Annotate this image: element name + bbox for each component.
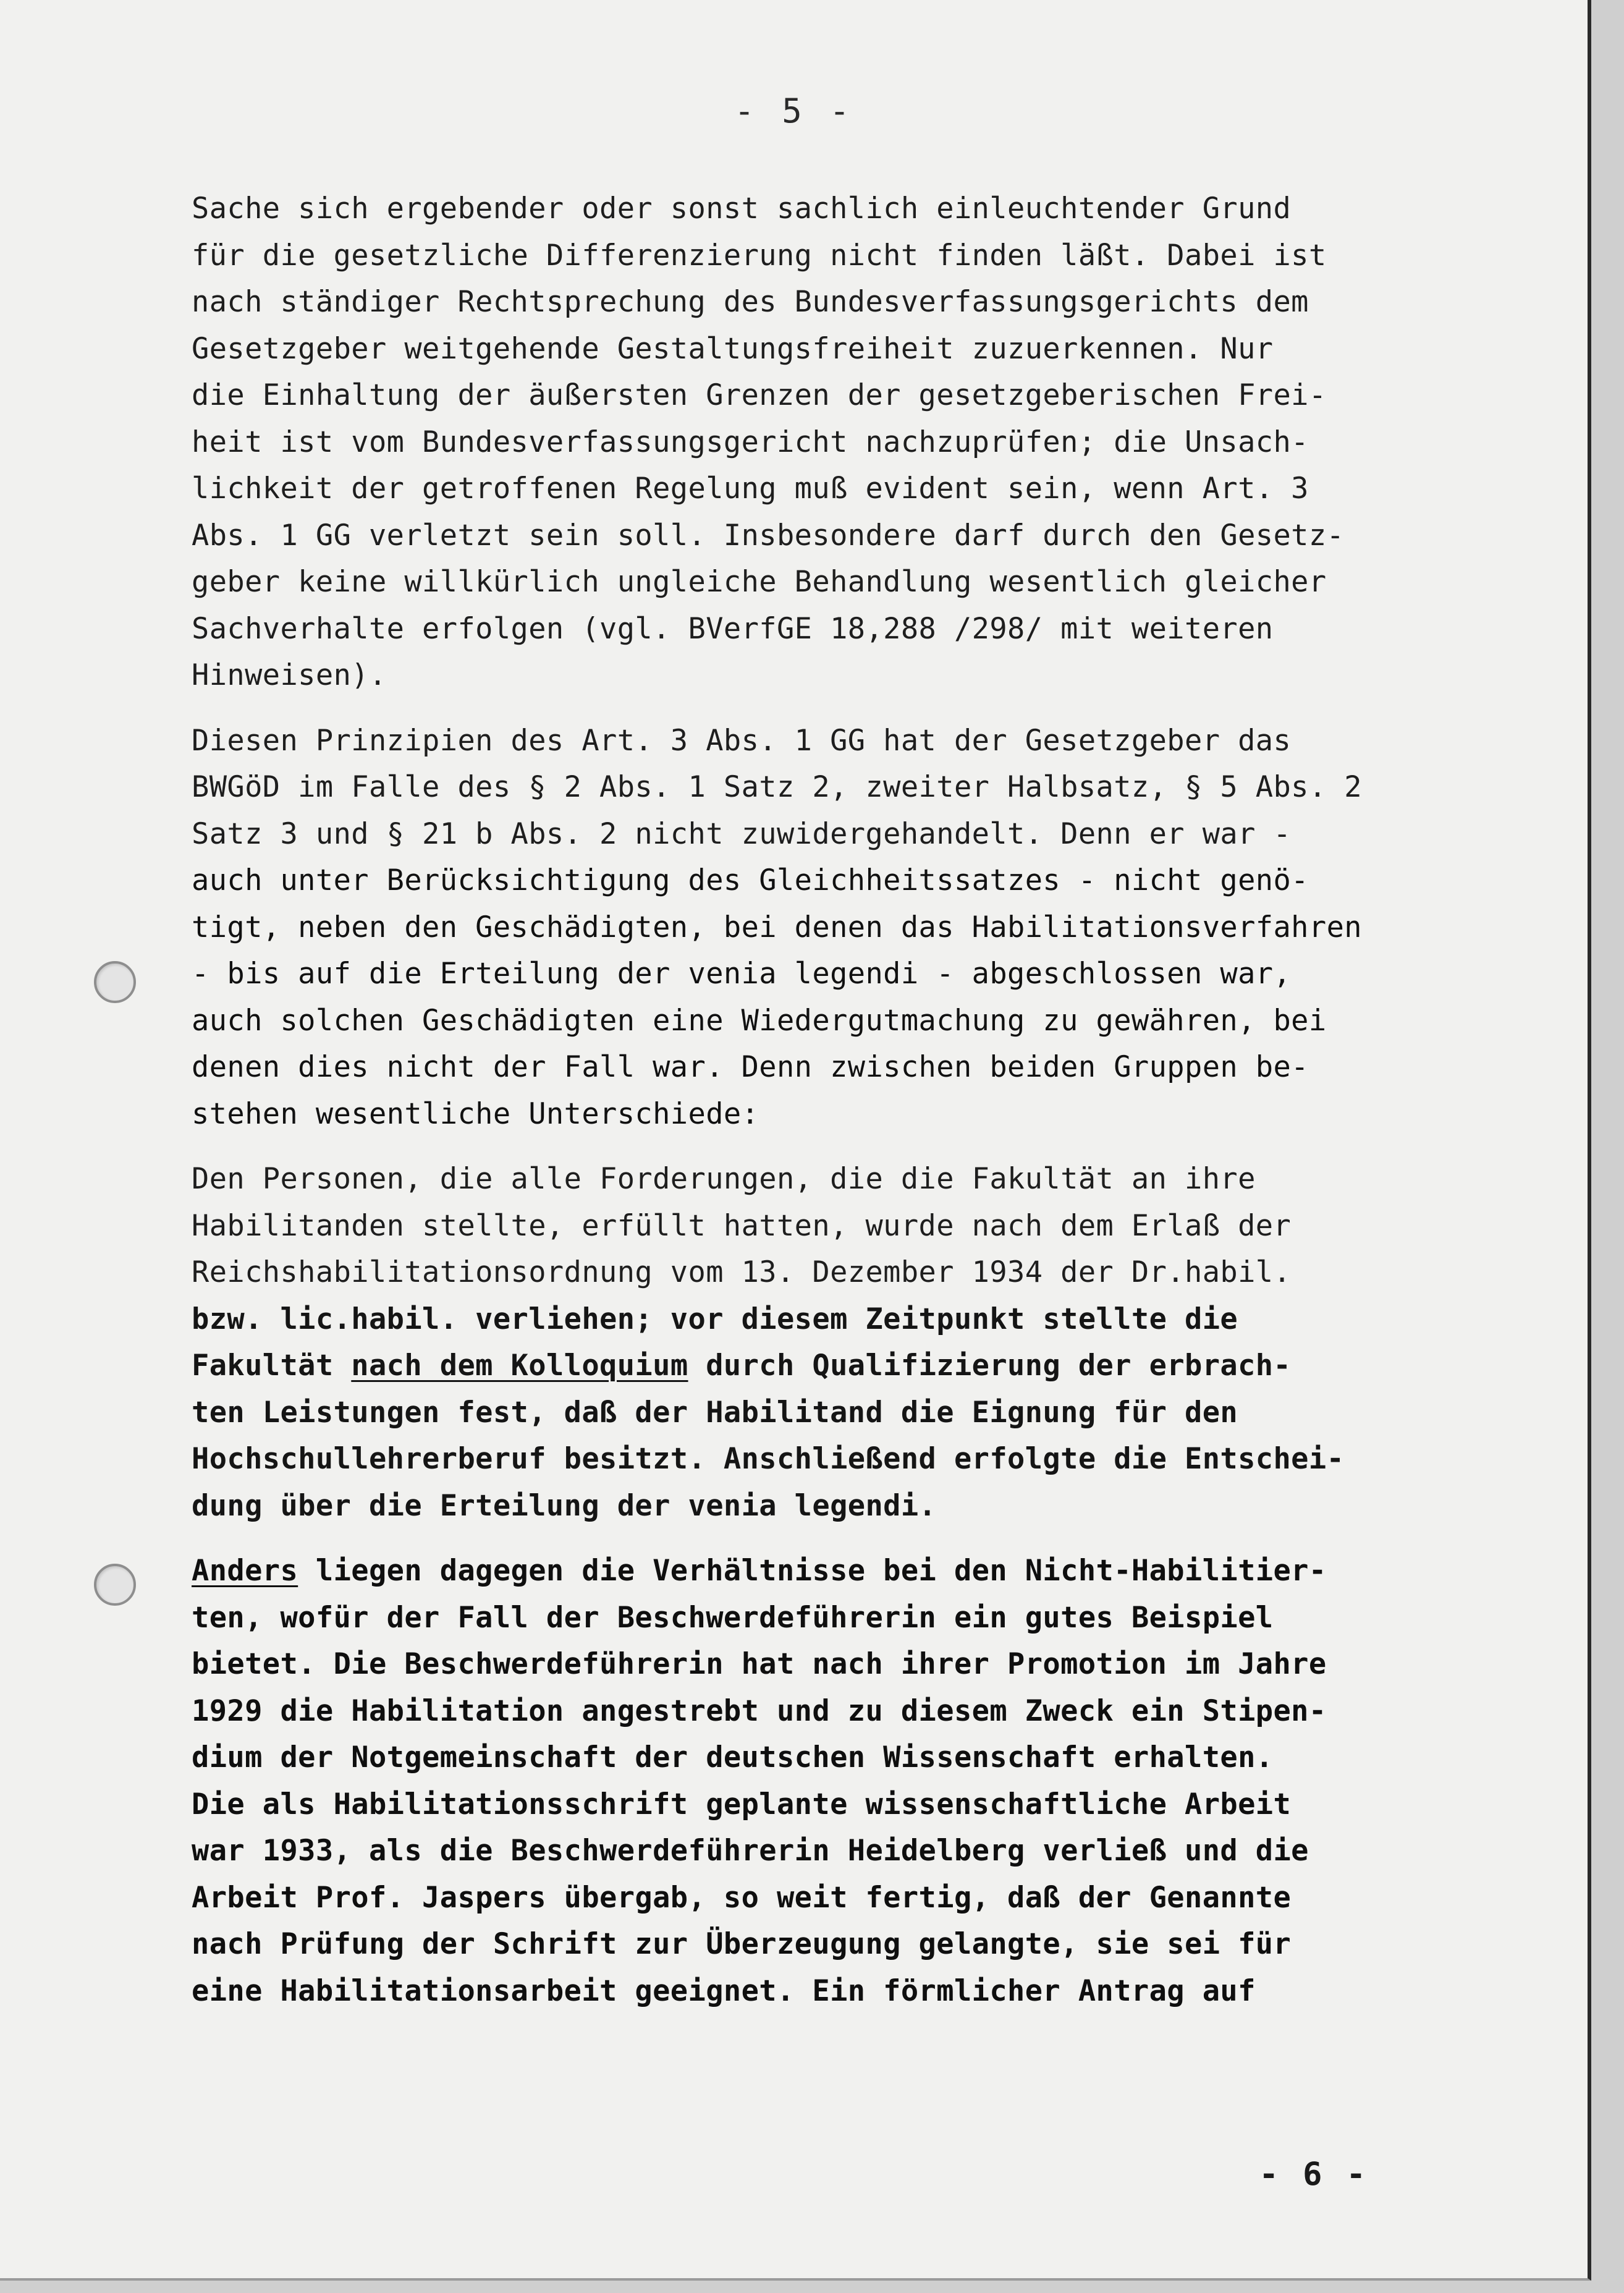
text-line: - bis auf die Erteilung der venia legendi - abgeschlossen war, bbox=[192, 957, 1292, 991]
text-fragment: Fakultät bbox=[192, 1349, 352, 1383]
text-line: Reichshabilitationsordnung vom 13. Dezember 1934 der Dr.habil. bbox=[192, 1255, 1292, 1289]
text-line: Gesetzgeber weitgehende Gestaltungsfreiheit zuzuerkennen. Nur bbox=[192, 331, 1274, 366]
text-line: bzw. lic.habil. verliehen; vor diesem Zeitpunkt stellte die bbox=[192, 1302, 1238, 1336]
text-line: Die als Habilitationsschrift geplante wissenschaftliche Arbeit bbox=[192, 1787, 1292, 1821]
paragraph-3 bbox=[192, 1156, 1483, 1529]
text-line bbox=[192, 1548, 1483, 1595]
text-line: auch solchen Geschädigten eine Wiedergutmachung zu gewähren, bei bbox=[192, 1003, 1327, 1038]
text-line: bietet. Die Beschwerdeführerin hat nach ihrer Promotion im Jahre bbox=[192, 1647, 1327, 1681]
text-line: geber keine willkürlich ungleiche Behandlung wesentlich gleicher bbox=[192, 565, 1327, 599]
text-line: Hinweisen). bbox=[192, 658, 387, 692]
text-line: Abs. 1 GG verletzt sein soll. Insbesondere darf durch den Gesetz- bbox=[192, 518, 1345, 553]
text-line: ten, wofür der Fall der Beschwerdeführerin ein gutes Beispiel bbox=[192, 1600, 1274, 1635]
text-line: eine Habilitationsarbeit geeignet. Ein förmlicher Antrag auf bbox=[192, 1973, 1256, 2008]
text-line: tigt, neben den Geschädigten, bei denen das Habilitationsverfahren bbox=[192, 910, 1362, 944]
text-line: Diesen Prinzipien des Art. 3 Abs. 1 GG hat der Gesetzgeber das bbox=[192, 723, 1292, 758]
text-line: denen dies nicht der Fall war. Denn zwischen beiden Gruppen be- bbox=[192, 1050, 1309, 1084]
text-line: stehen wesentliche Unterschiede: bbox=[192, 1096, 759, 1131]
text-line: lichkeit der getroffenen Regelung muß evident sein, wenn Art. 3 bbox=[192, 472, 1309, 506]
text-line: auch unter Berücksichtigung des Gleichheitssatzes - nicht genö- bbox=[192, 863, 1309, 897]
text-line: ten Leistungen fest, daß der Habilitand die Eignung für den bbox=[192, 1395, 1238, 1430]
paragraph-4 bbox=[192, 1548, 1483, 2014]
paragraph-2 bbox=[192, 718, 1483, 1138]
text-line: heit ist vom Bundesverfassungsgericht nachzuprüfen; die Unsach- bbox=[192, 425, 1309, 459]
underlined-phrase: Anders bbox=[192, 1554, 298, 1588]
text-line bbox=[192, 1342, 1483, 1389]
paragraph-1 bbox=[192, 185, 1483, 699]
text-line: die Einhaltung der äußersten Grenzen der gesetzgeberischen Frei- bbox=[192, 378, 1327, 412]
text-line: dium der Notgemeinschaft der deutschen Wissenschaft erhalten. bbox=[192, 1740, 1274, 1774]
page-number: - 5 - bbox=[734, 91, 853, 130]
text-fragment: durch Qualifizierung der erbrach- bbox=[688, 1349, 1292, 1383]
text-line: war 1933, als die Beschwerdeführerin Heidelberg verließ und die bbox=[192, 1834, 1309, 1868]
punch-hole bbox=[94, 961, 136, 1003]
text-line: Habilitanden stellte, erfüllt hatten, wurde nach dem Erlaß der bbox=[192, 1208, 1292, 1243]
text-line: dung über die Erteilung der venia legendi. bbox=[192, 1488, 937, 1523]
text-line: BWGöD im Falle des § 2 Abs. 1 Satz 2, zweiter Halbsatz, § 5 Abs. 2 bbox=[192, 770, 1362, 804]
text-line: Sache sich ergebender oder sonst sachlich einleuchtender Grund bbox=[192, 192, 1292, 226]
text-line: Sachverhalte erfolgen (vgl. BVerfGE 18,288 /298/ mit weiteren bbox=[192, 611, 1274, 646]
text-line: für die gesetzliche Differenzierung nicht finden läßt. Dabei ist bbox=[192, 238, 1327, 273]
text-line: nach ständiger Rechtsprechung des Bundesverfassungsgerichts dem bbox=[192, 285, 1309, 319]
catchword-next-page: - 6 - bbox=[1259, 2156, 1368, 2193]
text-line: 1929 die Habilitation angestrebt und zu diesem Zweck ein Stipen- bbox=[192, 1693, 1327, 1728]
text-fragment: liegen dagegen die Verhältnisse bei den Nicht-Habilitier- bbox=[298, 1554, 1327, 1588]
text-line: Satz 3 und § 21 b Abs. 2 nicht zuwidergehandelt. Denn er war - bbox=[192, 816, 1292, 851]
text-line: Hochschullehrerberuf besitzt. Anschließend erfolgte die Entschei- bbox=[192, 1442, 1345, 1476]
punch-hole bbox=[94, 1564, 136, 1606]
body-text bbox=[192, 185, 1483, 2033]
text-line: Den Personen, die alle Forderungen, die die Fakultät an ihre bbox=[192, 1162, 1256, 1196]
underlined-phrase: nach dem Kolloquium bbox=[351, 1349, 688, 1383]
text-line: nach Prüfung der Schrift zur Überzeugung gelangte, sie sei für bbox=[192, 1927, 1292, 1961]
text-line: Arbeit Prof. Jaspers übergab, so weit fertig, daß der Genannte bbox=[192, 1880, 1292, 1915]
